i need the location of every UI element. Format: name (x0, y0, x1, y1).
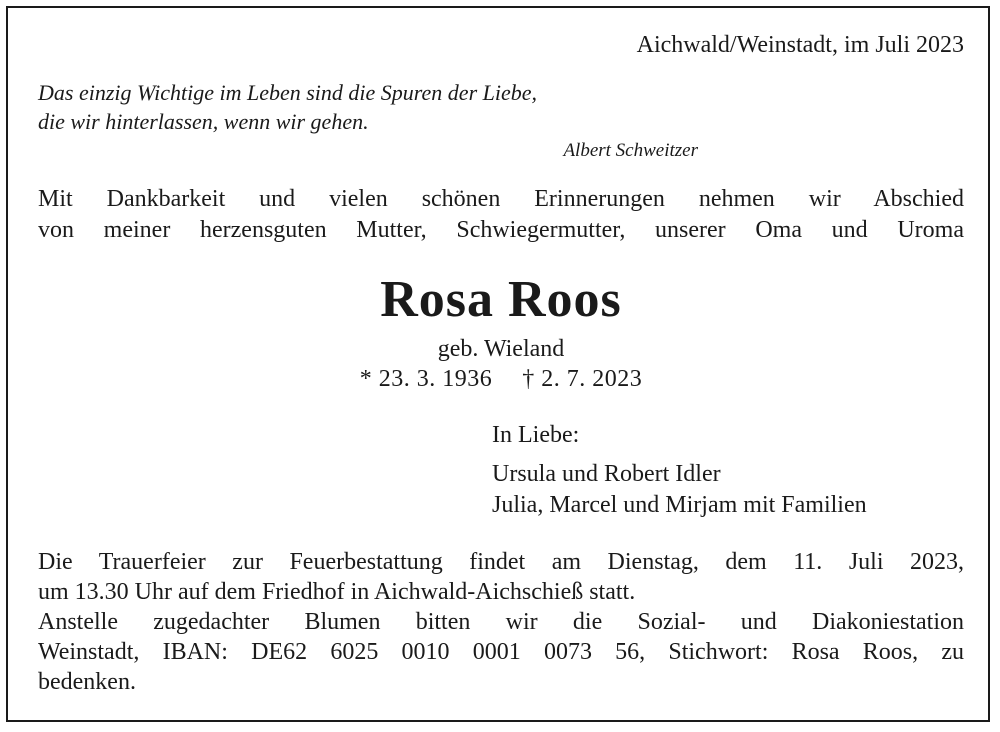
intro-text (38, 184, 964, 246)
intro-line: von meiner herzensguten Mutter, Schwiegermutter, unserer Oma und Uroma (38, 217, 964, 243)
notice-line: um 13.30 Uhr auf dem Friedhof in Aichwald-Aichschieß statt. (38, 579, 636, 605)
place-date: Aichwald/Weinstadt, im Juli 2023 (636, 32, 964, 58)
in-love-label: In Liebe: (492, 422, 580, 448)
life-dates (38, 364, 964, 394)
birth-name: geb. Wieland (437, 336, 565, 362)
quote-line: die wir hinterlassen, wenn wir gehen. (38, 109, 369, 134)
intro-line: Mit Dankbarkeit und vielen schönen Erinnerungen nehmen wir Abschied (38, 186, 964, 212)
family-line: Ursula und Robert Idler (492, 461, 721, 487)
notice-line: Die Trauerfeier zur Feuerbestattung findet am Dienstag, dem 11. Juli 2023, (38, 549, 964, 575)
family-line: Julia, Marcel und Mirjam mit Familien (492, 492, 867, 518)
death-date: † 2. 7. 2023 (522, 366, 643, 392)
birth-date: * 23. 3. 1936 (359, 366, 493, 392)
notice-line: Anstelle zugedachter Blumen bitten wir die Sozial- und Diakoniestation (38, 609, 964, 635)
quote-author: Albert Schweitzer (563, 140, 698, 161)
quote-line: Das einzig Wichtige im Leben sind die Spuren der Liebe, (38, 80, 538, 105)
obituary-notice (38, 30, 964, 697)
notice-line: bedenken. (38, 669, 136, 695)
funeral-notice (38, 547, 964, 697)
family-signature (492, 420, 964, 521)
notice-line: Weinstadt, IBAN: DE62 6025 0010 0001 0073 56, Stichwort: Rosa Roos, zu (38, 639, 964, 665)
quote (38, 78, 698, 164)
deceased-name: Rosa Roos (380, 271, 622, 328)
